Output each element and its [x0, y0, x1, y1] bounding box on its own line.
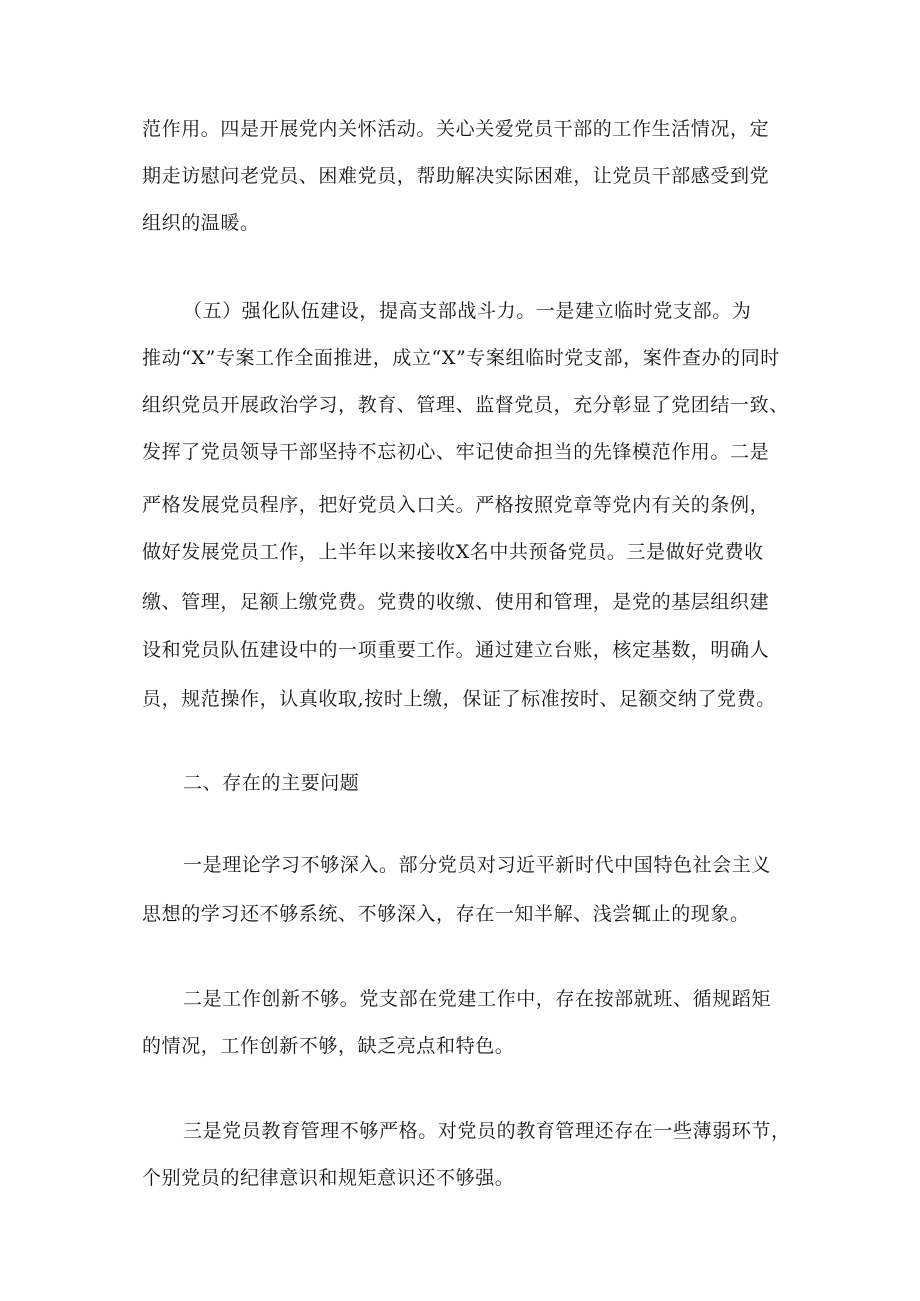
text-line: 推动“X”专案工作全面推进，成立“X”专案组临时党支部，案件查办的同时	[142, 347, 780, 369]
text-line: 做好发展党员工作，上半年以来接收X名中共预备党员。三是做好党费收	[142, 541, 764, 563]
text-line: 严格发展党员程序，把好党员入口关。严格按照党章等党内有关的条例，	[142, 494, 770, 516]
text-line: 个别党员的纪律意识和规矩意识还不够强。	[142, 1167, 515, 1189]
text-line: 发挥了党员领导干部坚持不忘初心、牢记使命担当的先锋模范作用。二是	[142, 441, 770, 463]
section-title: 二、存在的主要问题	[183, 772, 360, 794]
text-line: 组织党员开展政治学习，教育、管理、监督党员，充分彰显了党团结一致、	[142, 394, 789, 416]
text-line: 二是工作创新不够。党支部在党建工作中，存在按部就班、循规蹈矩	[183, 988, 772, 1010]
text-line: 组织的温暖。	[142, 212, 260, 234]
text-line: 范作用。四是开展党内关怀活动。关心关爱党员干部的工作生活情况，定	[142, 118, 770, 140]
text-line: 一是理论学习不够深入。部分党员对习近平新时代中国特色社会主义	[183, 854, 772, 876]
text-line: 三是党员教育管理不够严格。对党员的教育管理还存在一些薄弱环节，	[183, 1120, 791, 1142]
text-line: 缴、管理，足额上缴党费。党费的收缴、使用和管理，是党的基层组织建	[142, 591, 770, 613]
text-line: 设和党员队伍建设中的一项重要工作。通过建立台账，核定基数，明确人	[142, 639, 770, 661]
text-line: 员，规范操作，认真收取,按时上缴，保证了标准按时、足额交纳了党费。	[142, 688, 776, 710]
section-heading-line: （五）强化队伍建设，提高支部战斗力。一是建立临时党支部。为	[183, 300, 752, 322]
text-line: 思想的学习还不够系统、不够深入，存在一知半解、浅尝辄止的现象。	[142, 903, 750, 925]
text-line: 的情况，工作创新不够，缺乏亮点和特色。	[142, 1035, 515, 1057]
text-line: 期走访慰问老党员、困难党员，帮助解决实际困难，让党员干部感受到党	[142, 165, 770, 187]
